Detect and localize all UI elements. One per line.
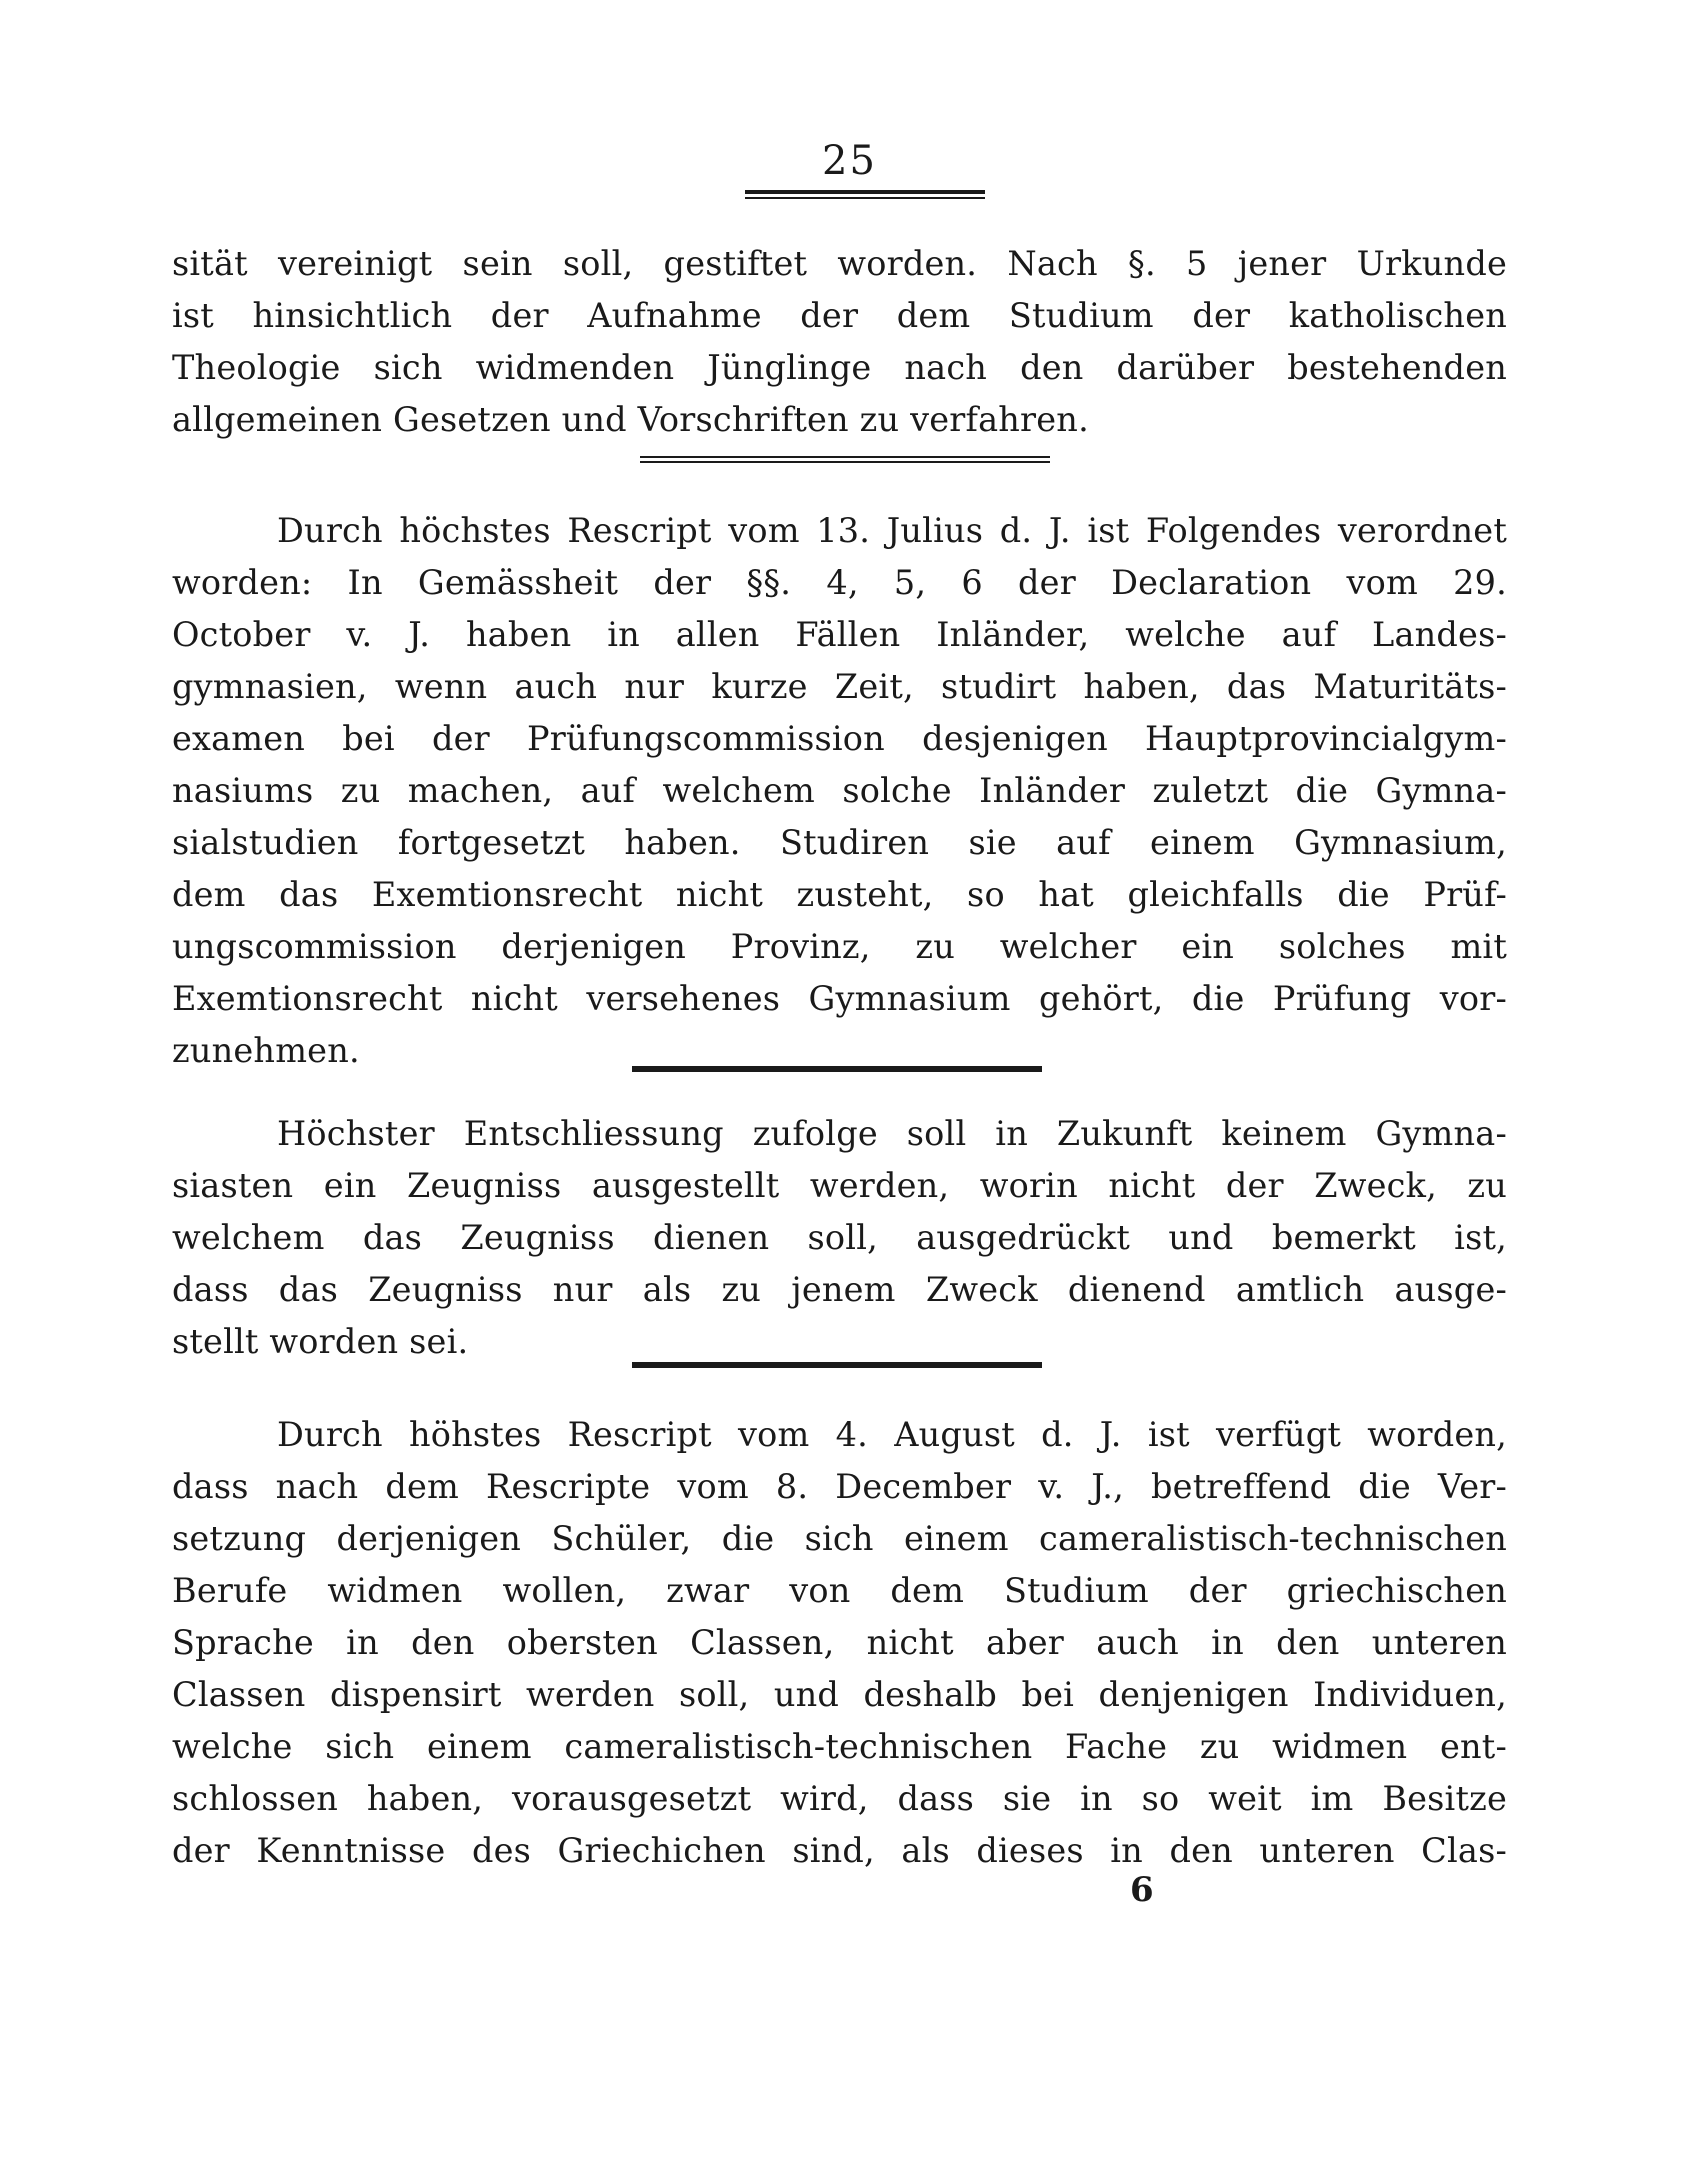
paragraph-line: October v. J. haben in allen Fällen Inländer, welche auf Landes- [172,615,1507,654]
paragraph-2 [172,505,1507,1077]
paragraph-line: Durch höhstes Rescript vom 4. August d. J. ist verfügt worden, [277,1415,1507,1454]
paragraph-line: siasten ein Zeugniss ausgestellt werden, worin nicht der Zweck, zu [172,1166,1507,1205]
paragraph-line: nasiums zu machen, auf welchem solche Inländer zuletzt die Gymna- [172,771,1507,810]
paragraph-line: Classen dispensirt werden soll, und deshalb bei denjenigen Individuen, [172,1675,1507,1714]
paragraph-line: ist hinsichtlich der Aufnahme der dem Studium der katholischen [172,296,1507,335]
section-separator [640,456,1050,465]
paragraph-line: sialstudien fortgesetzt haben. Studiren sie auf einem Gymnasium, [172,823,1507,862]
paragraph-line: gymnasien, wenn auch nur kurze Zeit, studirt haben, das Maturitäts- [172,667,1507,706]
paragraph-line: zunehmen. [172,1031,360,1070]
paragraph-line: dem das Exemtionsrecht nicht zusteht, so hat gleichfalls die Prüf- [172,875,1507,914]
paragraph-line: stellt worden sei. [172,1322,469,1361]
paragraph-line: welche sich einem cameralistisch-technischen Fache zu widmen ent- [172,1727,1507,1766]
paragraph-line: allgemeinen Gesetzen und Vorschriften zu verfahren. [172,400,1089,439]
paragraph-line: welchem das Zeugniss dienen soll, ausgedrückt und bemerkt ist, [172,1218,1507,1257]
paragraph-line: worden: In Gemässheit der §§. 4, 5, 6 der Declaration vom 29. [172,563,1507,602]
paragraph-line: setzung derjenigen Schüler, die sich einem cameralistisch-technischen [172,1519,1507,1558]
paragraph-line: Durch höchstes Rescript vom 13. Julius d. J. ist Folgendes verordnet [277,511,1507,550]
paragraph-line: Theologie sich widmenden Jünglinge nach den darüber bestehenden [172,348,1507,387]
paragraph-line: ungscommission derjenigen Provinz, zu welcher ein solches mit [172,927,1507,966]
paragraph-line: Exemtionsrecht nicht versehenes Gymnasium gehört, die Prüfung vor- [172,979,1507,1018]
section-separator [632,1362,1042,1371]
paragraph-line: dass das Zeugniss nur als zu jenem Zweck dienend amtlich ausge- [172,1270,1507,1309]
paragraph-line: dass nach dem Rescripte vom 8. December v. J., betreffend die Ver- [172,1467,1507,1506]
paragraph-line: Sprache in den obersten Classen, nicht aber auch in den unteren [172,1623,1507,1662]
paragraph-line: examen bei der Prüfungscommission desjenigen Hauptprovincialgym- [172,719,1507,758]
paragraph-3 [172,1108,1507,1368]
paragraph-4 [172,1409,1507,1877]
paragraph-line: der Kenntnisse des Griechichen sind, als dieses in den unteren Clas- [172,1831,1507,1870]
paragraph-1 [172,238,1507,446]
signature-mark: 6 [1130,1870,1154,1910]
paragraph-line: Berufe widmen wollen, zwar von dem Studium der griechischen [172,1571,1507,1610]
section-separator [632,1066,1042,1075]
paragraph-line: sität vereinigt sein soll, gestiftet worden. Nach §. 5 jener Urkunde [172,244,1507,283]
page-number: 25 [822,138,877,184]
paragraph-line: schlossen haben, vorausgesetzt wird, dass sie in so weit im Besitze [172,1779,1507,1818]
header-double-rule [745,190,985,200]
paragraph-line: Höchster Entschliessung zufolge soll in Zukunft keinem Gymna- [277,1114,1507,1153]
